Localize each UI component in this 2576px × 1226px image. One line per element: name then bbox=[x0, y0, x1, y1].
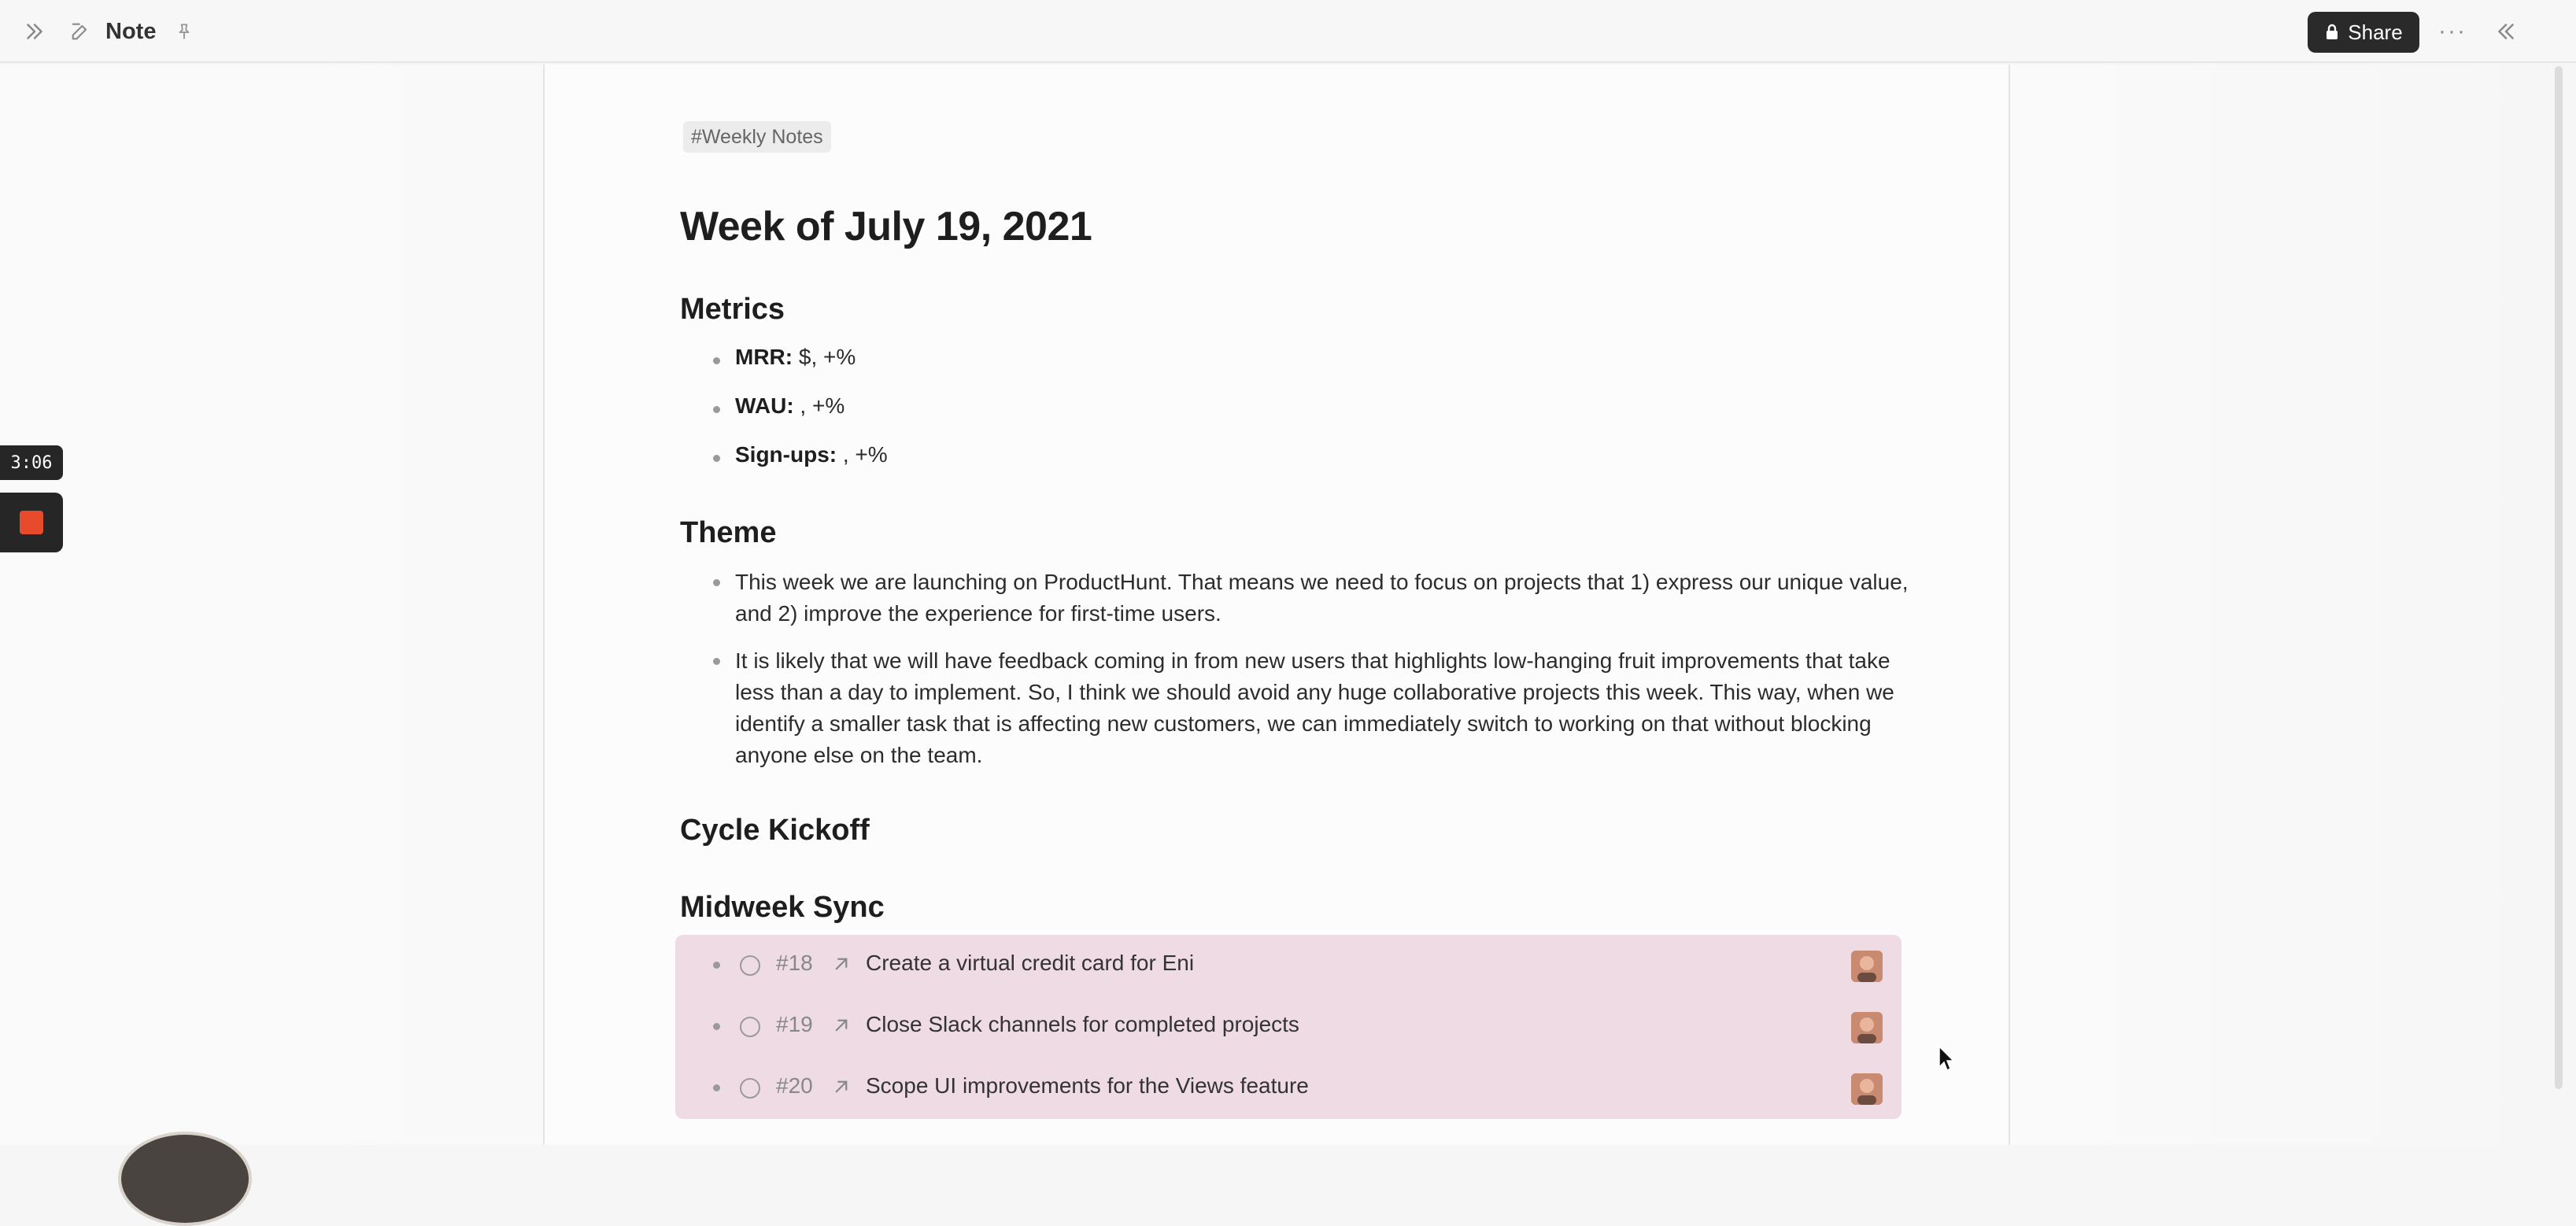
lock-icon bbox=[2324, 24, 2340, 41]
metric-value: $, +% bbox=[793, 345, 856, 369]
arrow-up-right-icon[interactable] bbox=[830, 952, 853, 976]
webcam-bubble[interactable] bbox=[118, 1132, 252, 1226]
page-title: Week of July 19, 2021 bbox=[680, 204, 1092, 249]
issue-title[interactable]: Create a virtual credit card for Eni bbox=[866, 951, 1195, 975]
issue-id: #19 bbox=[776, 1012, 813, 1036]
issue-title[interactable]: Scope UI improvements for the Views feature bbox=[866, 1073, 1309, 1098]
expand-sidebar-icon[interactable] bbox=[17, 14, 52, 49]
edit-icon[interactable] bbox=[65, 16, 96, 47]
scrollbar-thumb[interactable] bbox=[2555, 66, 2563, 1089]
circle-status-icon[interactable] bbox=[740, 955, 760, 976]
avatar[interactable] bbox=[1851, 1012, 1883, 1043]
issue-row[interactable] bbox=[675, 996, 1902, 1058]
share-label: Share bbox=[2348, 20, 2403, 44]
issue-row[interactable] bbox=[675, 935, 1902, 996]
circle-status-icon[interactable] bbox=[740, 1017, 760, 1037]
issue-list bbox=[675, 935, 1902, 1119]
tag-weekly-notes[interactable]: #Weekly Notes bbox=[683, 121, 831, 153]
stop-icon bbox=[20, 511, 43, 534]
bullet-dot bbox=[713, 579, 720, 586]
metric-label: MRR: bbox=[735, 345, 793, 369]
metric-value: , +% bbox=[837, 442, 888, 467]
bullet-dot bbox=[713, 455, 720, 462]
metric-value: , +% bbox=[793, 393, 845, 418]
arrow-up-right-icon[interactable] bbox=[830, 1014, 853, 1037]
heading-cycle-kickoff: Cycle Kickoff bbox=[680, 814, 870, 847]
heading-midweek-sync: Midweek Sync bbox=[680, 891, 885, 924]
left-pane bbox=[0, 65, 543, 1145]
bullet-dot bbox=[713, 658, 720, 665]
metric-label: WAU: bbox=[735, 393, 794, 418]
share-button[interactable] bbox=[2308, 12, 2419, 53]
more-icon[interactable]: ··· bbox=[2438, 18, 2467, 44]
recording-timer: 3:06 bbox=[0, 445, 63, 480]
bullet-dot bbox=[713, 1084, 720, 1091]
issue-title[interactable]: Close Slack channels for completed projects bbox=[866, 1012, 1299, 1036]
pin-icon[interactable] bbox=[168, 16, 200, 47]
note-title: Note bbox=[105, 19, 157, 44]
metric-mrr bbox=[735, 345, 856, 370]
metric-signups bbox=[735, 442, 888, 467]
metric-label: Sign-ups: bbox=[735, 442, 837, 467]
stop-recording-button[interactable] bbox=[0, 493, 63, 552]
theme-paragraph-1: This week we are launching on ProductHunt. That means we need to focus on projects that 1) express our unique value, and 2) improve the experience for first-time users. bbox=[735, 570, 1909, 626]
heading-metrics: Metrics bbox=[680, 293, 785, 326]
bullet-dot bbox=[713, 962, 720, 969]
bullet-dot bbox=[713, 1023, 720, 1030]
theme-paragraph-2: It is likely that we will have feedback coming in from new users that highlights low-hanging fruit improvements that take less than a day to implement. So, I think we should avoid any huge collaborative projects this week. This way, when we identify a smaller task that is affecting new customers, we can immediately switch to working on that without blocking anyone else on the team. bbox=[735, 648, 1894, 767]
issue-id: #20 bbox=[776, 1073, 813, 1098]
avatar[interactable] bbox=[1851, 951, 1883, 982]
metric-wau bbox=[735, 393, 844, 419]
avatar[interactable] bbox=[1851, 1073, 1883, 1105]
heading-theme: Theme bbox=[680, 516, 777, 549]
right-pane bbox=[2010, 65, 2576, 1145]
issue-row[interactable] bbox=[675, 1058, 1902, 1119]
arrow-up-right-icon[interactable] bbox=[830, 1075, 853, 1099]
collapse-panel-icon[interactable] bbox=[2487, 14, 2525, 49]
top-bar bbox=[0, 0, 2576, 63]
bullet-dot bbox=[713, 357, 720, 364]
issue-id: #18 bbox=[776, 951, 813, 975]
mouse-cursor-icon bbox=[1938, 1045, 1957, 1073]
bullet-dot bbox=[713, 406, 720, 413]
circle-status-icon[interactable] bbox=[740, 1078, 760, 1099]
